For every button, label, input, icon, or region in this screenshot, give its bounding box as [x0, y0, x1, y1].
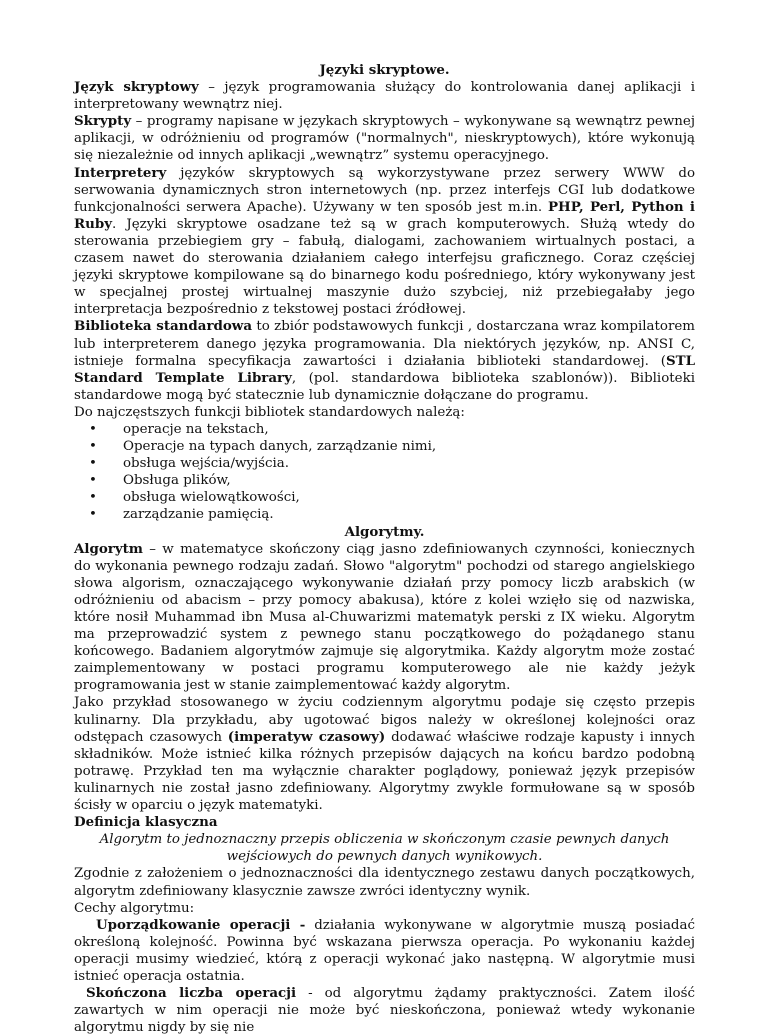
list-item: • Operacje na typach danych, zarządzanie nimi, [74, 438, 695, 455]
list-item: • operacje na tekstach, [74, 421, 695, 438]
paragraph-functions-intro: Do najczęstszych funkcji bibliotek standardowych należą: [74, 404, 465, 420]
list-item: • zarządzanie pamięcią. [74, 506, 695, 523]
paragraph-determinism: Zgodnie z założeniem o jednoznaczności dla identycznego zestawu danych początkowych, algorytm zdefiniowany klasycznie zawsze zwróci identyczny wynik. [74, 866, 695, 899]
heading-classic-definition: Definicja klasyczna [74, 814, 218, 831]
paragraph-ordering: Uporządkowanie operacji - działania wykonywane w algorytmie muszą posiadać określoną kolejność. Powinna być wskazana pierwsza operacja. Po wykonaniu każdej operacji musimy wiedzieć, którą z operacji wykonać jako następną. W algorytmie musi istnieć operacja ostatnia. [74, 916, 695, 984]
paragraph-scripting-language: Język skryptowy – język programowania służący do kontrolowania danej aplikacji i interpretowany wewnątrz niej. [74, 79, 695, 113]
functions-list [74, 421, 695, 524]
paragraph-features-intro: Cechy algorytmu: [74, 900, 195, 916]
list-item: • Obsługa plików, [74, 472, 695, 489]
paragraph-standard-library: Biblioteka standardowa to zbiór podstawowych funkcji , dostarczana wraz kompilatorem lub interpreterem danego języka programowania. Dla niektórych języków, np. ANSI C, istnieje formalna specyfikacja zawartości i działania biblioteki standardowej. (STL Standard Template Library, (pol. standardowa biblioteka szablonów)). Biblioteki standardowe mogą być statecznie lub dynamicznie dołączane do programu. [74, 318, 695, 403]
paragraph-interpreters: Interpretery języków skryptowych są wykorzystywane przez serwery WWW do serwowania dynamicznych stron internetowych (np. przez interfejs CGI lub dodatkowe funkcjonalności serwera Apache). Używany w ten sposób jest m.in. PHP, Perl, Python i Ruby. Języki skryptowe osadzane też są w grach komputerowych. Służą wtedy do sterowania przebiegiem gry – fabułą, dialogami, zachowaniem wirtualnych postaci, a czasem nawet do sterowania działaniem całego interfejsu graficznego. Coraz częściej języki skryptowe kompilowane są do binarnego kodu pośredniego, który wykonywany jest w specjalnej prostej wirtualnej maszynie dużo szybciej, niż przebiegałaby jego interpretacja bezpośrednio z tekstowej postaci źródłowej. [74, 164, 695, 318]
paragraph-finite-operations: Skończona liczba operacji - od algorytmu żądamy praktyczności. Zatem ilość zawartych w nim operacji nie może być nieskończona, ponieważ wtedy wykonanie algorytmu nigdy by się nie [74, 985, 695, 1036]
paragraph-algorithm: Algorytm – w matematyce skończony ciąg jasno zdefiniowanych czynności, koniecznych do wykonania pewnego rodzaju zadań. Słowo "algorytm" pochodzi od starego angielskiego słowa algorism, oznaczającego wykonywanie działań przy pomocy liczb arabskich (w odróżnieniu od abacism – przy pomocy abakusa), które z kolei wzięło się od nazwiska, które nosił Muhammad ibn Musa al-Chuwarizmi matematyk perski z IX wieku. Algorytm ma przeprowadzić system z pewnego stanu początkowego do pożądanego stanu końcowego. Badaniem algorytmów zajmuje się algorytmika. Każdy algorytm może zostać zaimplementowany w postaci programu komputerowego ale nie każdy jeżyk programowania jest w stanie zaimplementować każdy algorytm. [74, 540, 695, 694]
section-title-scripting: Języki skryptowe. [319, 62, 450, 78]
paragraph-recipe-example: Jako przykład stosowanego w życiu codziennym algorytmu podaje się często przepis kulinarny. Dla przykładu, aby ugotować bigos należy w określonej kolejności oraz odstępach czasowych (imperatyw czasowy) dodawać właściwe rodzaje kapusty i innych składników. Może istnieć kilka różnych przepisów dających na końcu bardzo podobną potrawę. Przykład ten ma wyłącznie charakter poglądowy, ponieważ język przepisów kulinarnych nie został jasno zdefiniowany. Algorytmy zwykle formułowane są w sposób ścisły w oparciu o język matematyki. [74, 695, 695, 814]
paragraph-scripts: Skrypty – programy napisane w językach skryptowych – wykonywane są wewnątrz pewnej aplikacji, w odróżnieniu od programów ("normalnych", nieskryptowych), które wykonują się niezależnie od innych aplikacji „wewnątrz” systemu operacyjnego. [74, 113, 695, 164]
section-title-algorithms: Algorytmy. [344, 523, 425, 540]
list-item: • obsługa wejścia/wyjścia. [74, 455, 695, 472]
definition-text: Algorytm to jednoznaczny przepis obliczenia w skończonym czasie pewnych danych wejściowych do pewnych danych wynikowych. [99, 832, 670, 865]
list-item: • obsługa wielowątkowości, [74, 489, 695, 506]
